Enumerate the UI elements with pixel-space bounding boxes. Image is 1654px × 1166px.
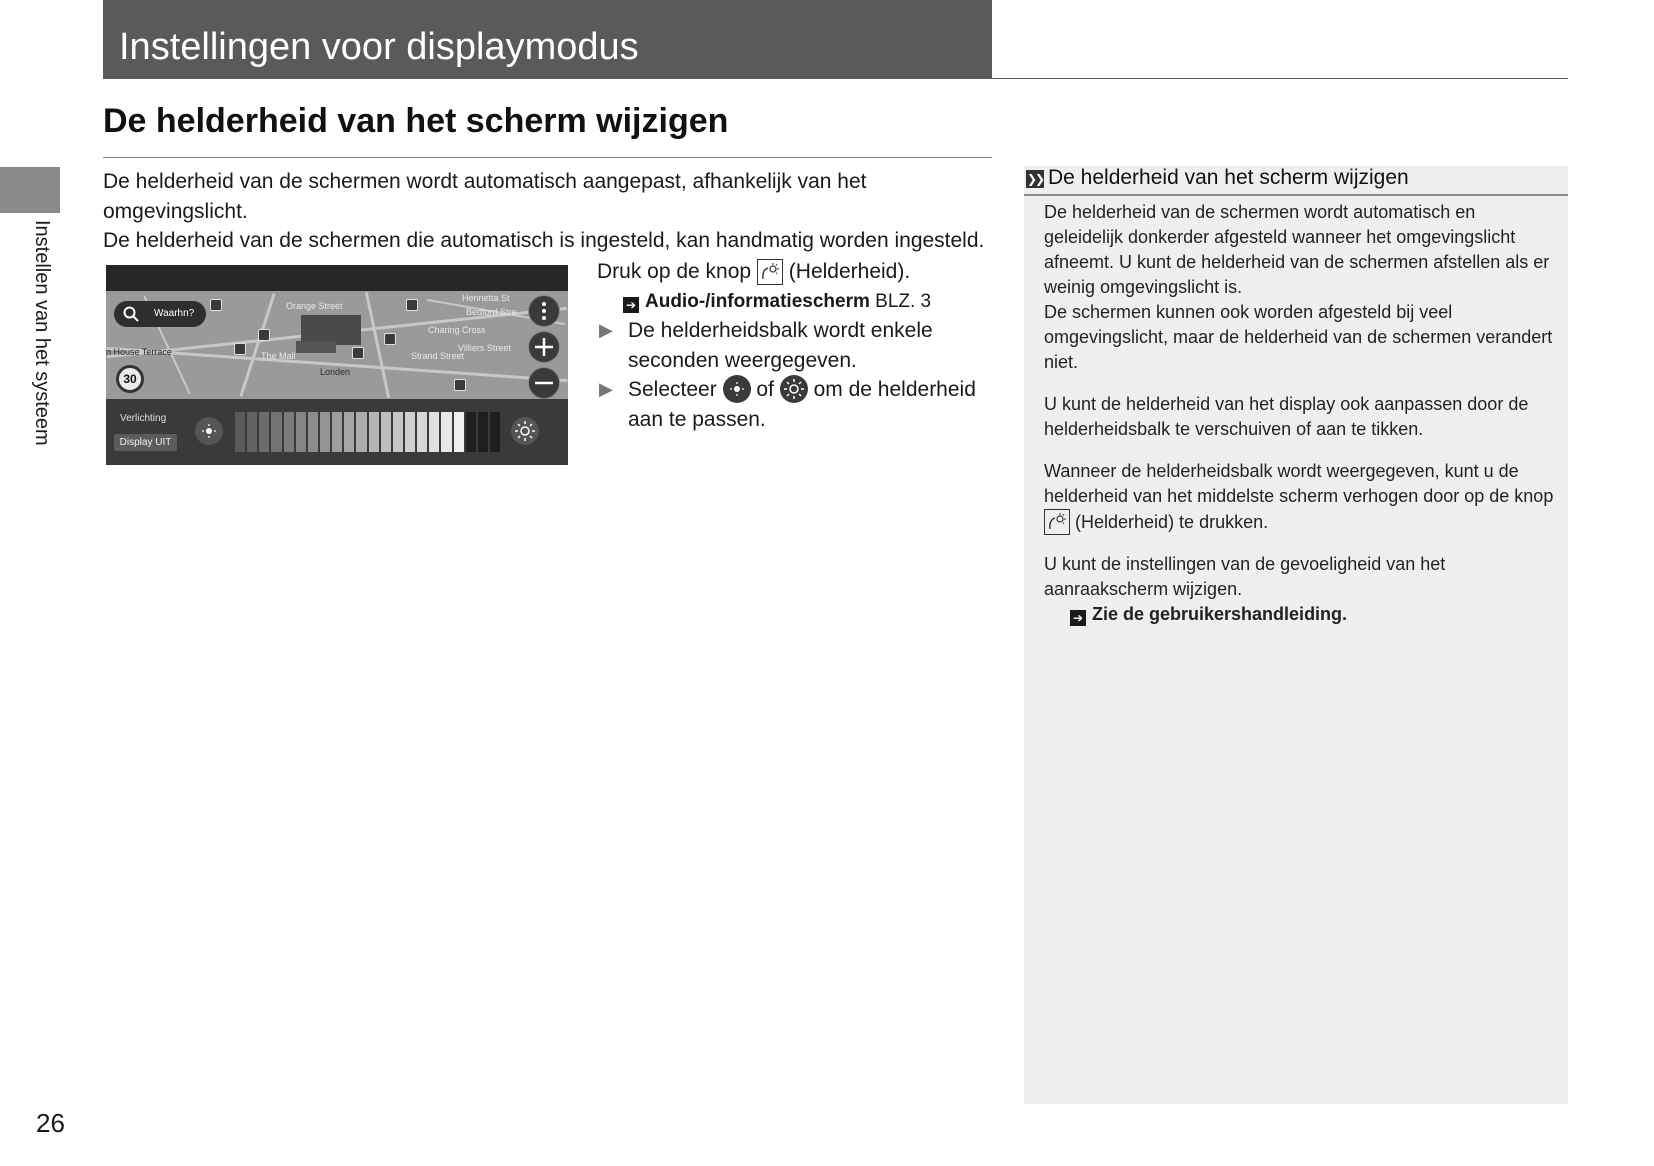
- speed-limit-sign: 30: [116, 365, 144, 393]
- brightness-segment: [332, 412, 342, 452]
- brightness-segment: [271, 412, 281, 452]
- map-search-button[interactable]: [114, 301, 206, 327]
- map-label: Strand Street: [411, 351, 465, 361]
- note-body: [1044, 200, 1554, 627]
- bullet-text: of: [756, 378, 774, 401]
- chapter-tab: [0, 167, 60, 213]
- poi-icon: [352, 347, 364, 359]
- bullet-text: Selecteer: [628, 378, 717, 401]
- brightness-segment: [284, 412, 294, 452]
- header-rule: [103, 78, 1568, 79]
- result-bullet-1: [597, 316, 997, 375]
- reference-arrow-icon: ➔: [1070, 610, 1086, 626]
- step-text: Druk op de knop: [597, 260, 752, 283]
- chapter-side-label: Instellen van het systeem: [31, 220, 53, 446]
- map-label: Bedford Stre: [466, 307, 517, 317]
- brightness-bar[interactable]: [235, 412, 500, 452]
- brightness-key-icon: [757, 259, 783, 285]
- step-text: (Helderheid).: [788, 260, 911, 283]
- map-label: Londen: [320, 367, 351, 377]
- reference-arrow-icon: ➔: [623, 297, 639, 313]
- brightness-segment: [369, 412, 379, 452]
- brightness-segment: [296, 412, 306, 452]
- brightness-segment: [393, 412, 403, 452]
- result-arrow-icon: ▶: [599, 320, 613, 340]
- map-building: [296, 341, 336, 353]
- brightness-segment: [466, 412, 476, 452]
- procedure-steps: [597, 257, 997, 434]
- brightness-segment: [490, 412, 500, 452]
- note-title: De helderheid van het scherm wijzigen: [1048, 166, 1409, 189]
- plus-icon: [529, 332, 559, 362]
- brightness-down-icon: [723, 375, 751, 403]
- brightness-segment: [429, 412, 439, 452]
- brightness-up-button[interactable]: [511, 417, 539, 445]
- brightness-segment: [441, 412, 451, 452]
- map-label: Henrietta St: [462, 293, 510, 303]
- map-options-button[interactable]: [528, 295, 560, 327]
- map-label: The Mall: [261, 351, 296, 361]
- reference-title: Zie de gebruikershandleiding.: [1092, 604, 1348, 624]
- poi-icon: [234, 343, 246, 355]
- intro-paragraph-2: De helderheid van de schermen die automatisch is ingesteld, kan handmatig worden ingesteld.: [103, 229, 985, 252]
- note-text: Wanneer de helderheidsbalk wordt weergegeven, kunt u de helderheid van het middelste scherm verhogen door op de knop: [1044, 461, 1554, 506]
- bullet-text: om de helderheid aan te passen.: [628, 378, 976, 431]
- map-label: Charing Cross: [428, 325, 486, 335]
- more-vertical-icon: [529, 296, 559, 326]
- manual-reference[interactable]: [1070, 602, 1554, 627]
- map-search-label: Waarhn?: [154, 308, 195, 319]
- poi-icon: [406, 299, 418, 311]
- brightness-segment: [478, 412, 488, 452]
- note-paragraph: [1044, 459, 1554, 535]
- section-rule: [103, 157, 992, 158]
- screen-illustration: [106, 265, 568, 465]
- brightness-segment: [247, 412, 257, 452]
- sun-small-icon: [195, 417, 223, 445]
- map-view: [106, 291, 568, 399]
- map-label: Orange Street: [286, 301, 343, 311]
- side-note: [1024, 166, 1568, 1104]
- brightness-key-icon: [1044, 509, 1070, 535]
- brightness-segment: [356, 412, 366, 452]
- page-reference[interactable]: [623, 287, 997, 317]
- brightness-segment: [381, 412, 391, 452]
- double-chevron-icon: ❯❯: [1026, 172, 1044, 186]
- brightness-segment: [308, 412, 318, 452]
- note-header: [1024, 166, 1568, 196]
- bullet-text: De helderheidsbalk wordt enkele seconden weergegeven.: [628, 319, 933, 372]
- brightness-segment: [320, 412, 330, 452]
- note-paragraph: U kunt de instellingen van de gevoeligheid van het aanraakscherm wijzigen.: [1044, 554, 1446, 599]
- map-label: n House Terrace: [106, 347, 172, 357]
- note-paragraph: De schermen kunnen ook worden afgesteld bij veel omgevingslicht, maar de helderheid van de schermen verandert niet.: [1044, 302, 1553, 372]
- display-off-button[interactable]: Display UIT: [114, 434, 177, 451]
- poi-icon: [454, 379, 466, 391]
- map-label: Villiers Street: [458, 343, 511, 353]
- brightness-up-icon: [780, 375, 808, 403]
- zoom-in-button[interactable]: [528, 331, 560, 363]
- note-paragraph: De helderheid van de schermen wordt automatisch en geleidelijk donkerder afgesteld wanneer het omgevingslicht afneemt. U kunt de helderheid van de schermen afstellen als er weinig omgevingslicht is.: [1044, 202, 1550, 297]
- page-number: 26: [36, 1108, 65, 1138]
- result-arrow-icon: ▶: [599, 379, 613, 399]
- reference-page: BLZ. 3: [875, 290, 932, 312]
- step-press-button: [597, 257, 997, 287]
- section-title: De helderheid van het scherm wijzigen: [103, 102, 729, 140]
- brightness-segment: [405, 412, 415, 452]
- sun-large-icon: [511, 417, 539, 445]
- zoom-out-button[interactable]: [528, 367, 560, 399]
- reference-title: Audio-/informatiescherm: [645, 290, 870, 312]
- brightness-segment: [417, 412, 427, 452]
- note-paragraph: U kunt de helderheid van het display ook aanpassen door de helderheidsbalk te verschuiven of aan te tikken.: [1044, 394, 1529, 439]
- brightness-segment: [344, 412, 354, 452]
- brightness-panel: [106, 399, 568, 465]
- chapter-header: [103, 0, 992, 78]
- minus-icon: [529, 368, 559, 398]
- intro-text: [103, 167, 1003, 256]
- poi-icon: [384, 333, 396, 345]
- brightness-segment: [259, 412, 269, 452]
- poi-icon: [258, 329, 270, 341]
- note-text: (Helderheid) te drukken.: [1075, 512, 1269, 532]
- brightness-segment: [235, 412, 245, 452]
- lighting-label: Verlichting: [120, 413, 167, 424]
- poi-icon: [210, 299, 222, 311]
- brightness-down-button[interactable]: [195, 417, 223, 445]
- intro-paragraph-1: De helderheid van de schermen wordt automatisch aangepast, afhankelijk van het omgevingslicht.: [103, 170, 867, 223]
- search-icon: [122, 305, 140, 323]
- result-bullet-2: [597, 375, 997, 434]
- chapter-title: Instellingen voor displaymodus: [119, 26, 639, 68]
- brightness-segment: [454, 412, 464, 452]
